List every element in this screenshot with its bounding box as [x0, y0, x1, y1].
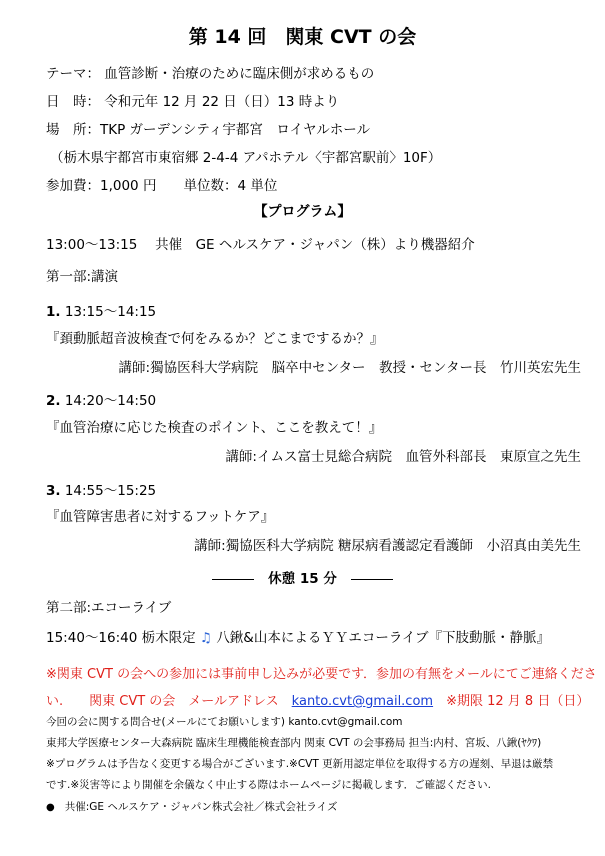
lecture-3-title: 『血管障害患者に対するフットケア』 — [46, 509, 275, 525]
divider — [212, 579, 254, 580]
part2-desc: 八鍬&山本によるＹＹエコーライブ『下肢動脈・静脈』 — [216, 630, 551, 646]
lecture-3-time — [46, 479, 156, 499]
sponsor-session: 13:00～13:15 共催 GE ヘルスケア・ジャパン（株）より機器紹介 — [46, 237, 475, 253]
notice-line-2 — [46, 690, 589, 709]
lecture-2-time — [46, 389, 156, 409]
page-title: 第 14 回 関東 CVT の会 — [188, 26, 417, 48]
lecture-2-speaker: 講師:イムス富士見総合病院 血管外科部長 東原宣之先生 — [225, 449, 581, 465]
deadline-text: ※期限 12 月 8 日（日） — [433, 694, 590, 709]
contact-line: 今回の会に関する問合せ(メールにてお願いします) kanto.cvt@gmail.com — [46, 716, 403, 728]
break-label: 休憩 15 分 — [268, 571, 337, 587]
lecture-number: 2. — [46, 393, 61, 409]
divider — [351, 579, 393, 580]
notice-text: い. 関東 CVT の会 メールアドレス — [46, 694, 292, 709]
lecture-number: 3. — [46, 483, 61, 499]
part1-heading: 第一部:講演 — [46, 269, 119, 285]
lecture-time: 14:55～15:25 — [64, 483, 157, 499]
email-link[interactable]: kanto.cvt@gmail.com — [291, 694, 434, 709]
address-line: （栃木県宇都宮市東宿郷 2-4-4 アパホテル〈宇都宮駅前〉10F） — [50, 150, 442, 166]
note-line-1: ※プログラムは予告なく変更する場合がございます.※CVT 更新用認定単位を取得する方の遅刻、早退は厳禁 — [46, 758, 554, 770]
note-line-2: です.※災害等により開催を余儀なく中止する際はホームページに掲載します．ご確認ください. — [46, 779, 491, 791]
part2-heading: 第二部:エコーライブ — [46, 600, 172, 616]
office-line: 東邦大学医療センター大森病院 臨床生理機能検査部内 関東 CVT の会事務局 担当:内村、宮坂、八鍬(ﾔｸﾜ) — [46, 737, 542, 749]
program-heading: 【プログラム】 — [253, 204, 352, 220]
datetime-line: 日 時： 令和元年 12 月 22 日（日）13 時より — [46, 94, 340, 110]
theme-line: テーマ： 血管診断・治療のために臨床側が求めるもの — [46, 66, 375, 82]
part2-time: 15:40～16:40 栃木限定 — [46, 630, 196, 646]
fee-line: 参加費：1,000 円 単位数：4 単位 — [46, 178, 278, 194]
lecture-time: 14:20～14:50 — [64, 393, 157, 409]
notice-line-1: ※関東 CVT の会への参加には事前申し込みが必要です．参加の有無をメールにてご連絡くださ — [46, 667, 597, 682]
cohost-line — [46, 799, 337, 814]
lecture-1-time — [46, 300, 156, 320]
lecture-1-title: 『頚動脈超音波検査で何をみるか？どこまでするか？』 — [46, 331, 384, 347]
lecture-3-speaker: 講師:獨協医科大学病院 糖尿病看護認定看護師 小沼真由美先生 — [194, 538, 581, 554]
lecture-2-title: 『血管治療に応じた検査のポイント、ここを教えて！』 — [46, 420, 383, 436]
lecture-time: 13:15～14:15 — [64, 304, 157, 320]
bullet-icon: ● — [46, 802, 55, 813]
part2-line — [46, 626, 550, 646]
break-line — [0, 567, 605, 587]
lecture-1-speaker: 講師:獨協医科大学病院 脳卒中センター 教授・センター長 竹川英宏先生 — [118, 360, 581, 376]
music-note-icon: ♫ — [199, 630, 213, 646]
lecture-number: 1. — [46, 304, 61, 320]
cohost-text: 共催:GE ヘルスケア・ジャパン株式会社／株式会社ライズ — [64, 801, 338, 813]
venue-line: 場 所：TKP ガーデンシティ宇都宮 ロイヤルホール — [46, 122, 371, 138]
